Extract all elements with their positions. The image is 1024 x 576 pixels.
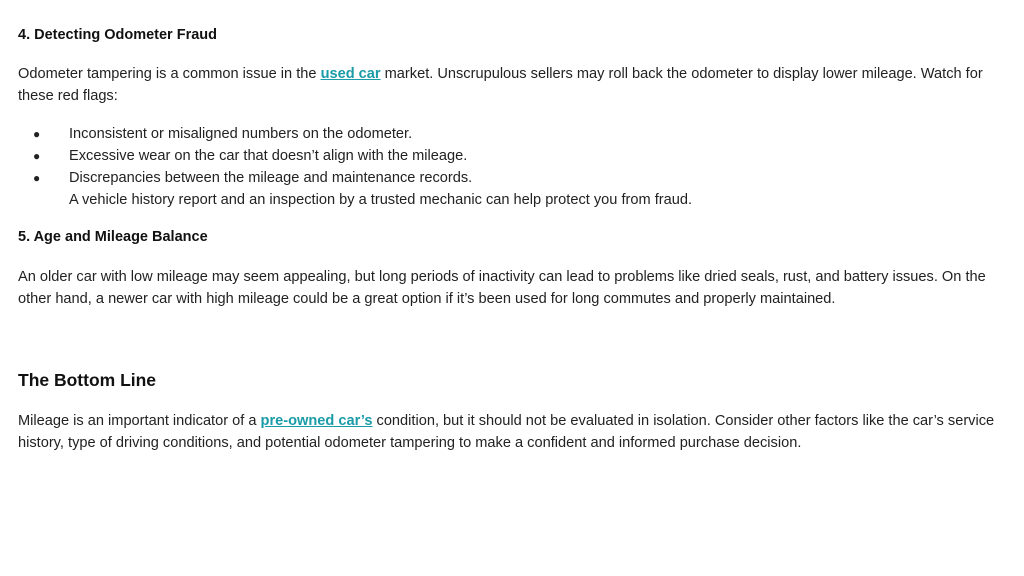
list-item-text: Discrepancies between the mileage and maintenance records. [69,170,473,186]
heading-detecting-odometer-fraud: 4. Detecting Odometer Fraud [18,27,218,43]
paragraph-age-mileage: An older car with low mileage may seem appealing, but long periods of inactivity can lead to problems like dried seals, rust, and battery issues. On the other hand, a newer car with high mileage could be a great option if it’s been used for long commutes and properly maintained. [18,269,986,307]
bullet-icon: ● [33,149,41,163]
heading-the-bottom-line: The Bottom Line [18,370,157,390]
fraud-protection-note: A vehicle history report and an inspection by a trusted mechanic can help protect you from fraud. [69,192,693,208]
used-car-link[interactable]: used car [320,66,381,82]
paragraph-text: Odometer tampering is a common issue in the [18,66,321,82]
heading-age-and-mileage-balance: 5. Age and Mileage Balance [18,229,208,245]
paragraph-odometer-tampering [18,63,1013,107]
list-item-text: Excessive wear on the car that doesn’t align with the mileage. [69,148,468,164]
paragraph-bottom-line [18,410,1013,454]
bullet-icon: ● [33,127,41,141]
list-item-text: Inconsistent or misaligned numbers on the odometer. [69,126,413,142]
list-item [18,145,1013,167]
pre-owned-car-link[interactable]: pre-owned car’s [260,413,373,429]
list-item [18,167,1013,189]
paragraph-text: Mileage is an important indicator of a [18,413,261,429]
paragraph-text: market. Unscrupulous sellers may roll back the odometer to display lower mileage. Watch for these red flags: [18,66,983,104]
bullet-icon: ● [33,171,41,185]
list-item [18,123,1013,145]
red-flags-list [18,123,1013,211]
paragraph-text: condition, but it should not be evaluated in isolation. Consider other factors like the car’s service history, type of driving conditions, and potential odometer tampering to make a confident and informed purchase decision. [18,413,995,451]
